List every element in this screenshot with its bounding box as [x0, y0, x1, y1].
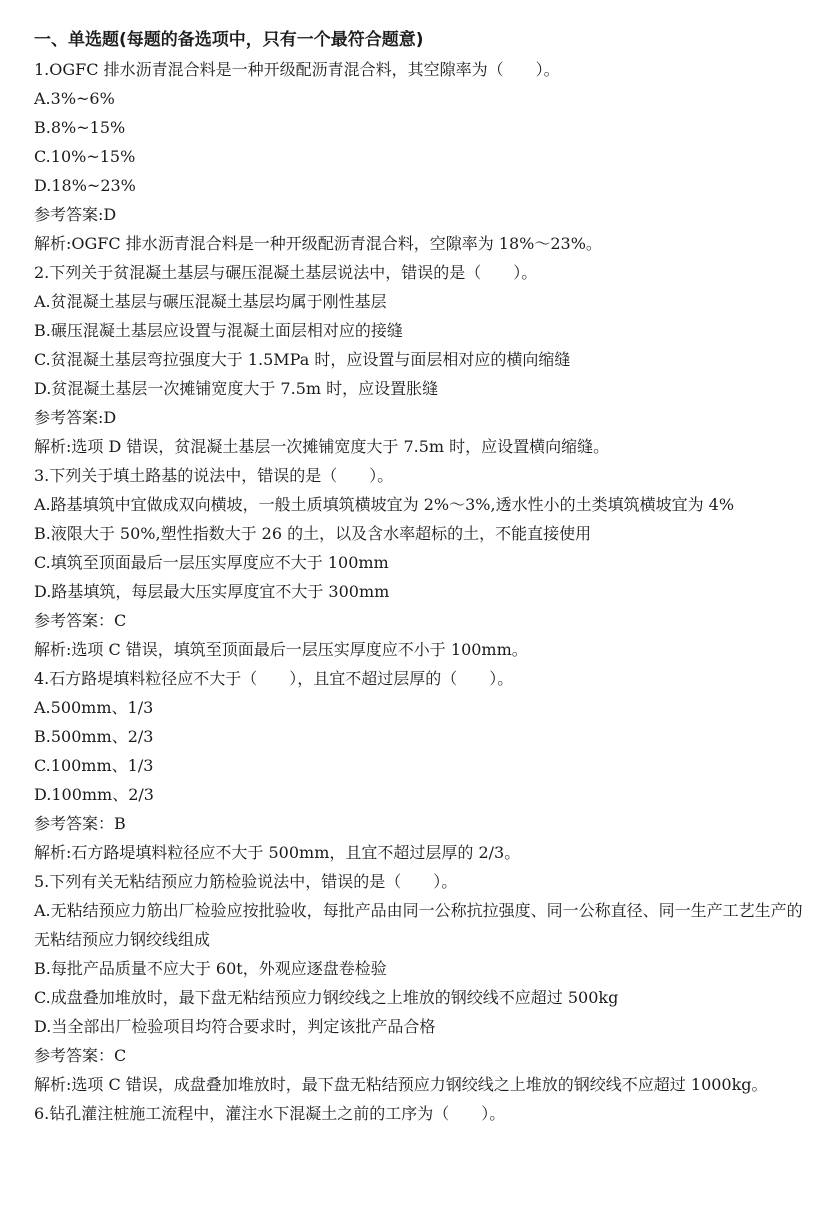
option-d: D.当全部出厂检验项目均符合要求时，判定该批产品合格 — [34, 1017, 436, 1036]
option-b: B.500mm、2/3 — [34, 727, 154, 746]
analysis: 解析:选项 D 错误，贫混凝土基层一次摊铺宽度大于 7.5m 时，应设置横向缩缝。 — [34, 437, 610, 456]
question-stem: 3.下列关于填土路基的说法中，错误的是（ ）。 — [34, 466, 394, 485]
option-a: A.路基填筑中宜做成双向横坡，一般土质填筑横坡宜为 2%～3%,透水性小的土类填筑横坡宜为 4% — [34, 495, 735, 514]
option-c: C.贫混凝土基层弯拉强度大于 1.5MPa 时，应设置与面层相对应的横向缩缝 — [34, 350, 571, 369]
option-c: C.填筑至顶面最后一层压实厚度应不大于 100mm — [34, 553, 389, 572]
option-b: B.碾压混凝土基层应设置与混凝土面层相对应的接缝 — [34, 321, 403, 340]
question-stem: 2.下列关于贫混凝土基层与碾压混凝土基层说法中，错误的是（ ）。 — [34, 263, 538, 282]
option-a: A.3%~6% — [34, 89, 115, 108]
question-stem: 1.OGFC 排水沥青混合料是一种开级配沥青混合料，其空隙率为（ ）。 — [34, 60, 560, 79]
option-d: D.100mm、2/3 — [34, 785, 154, 804]
option-a: A.贫混凝土基层与碾压混凝土基层均属于刚性基层 — [34, 292, 387, 311]
analysis: 解析:选项 C 错误，填筑至顶面最后一层压实厚度应不小于 100mm。 — [34, 640, 528, 659]
analysis: 解析:石方路堤填料粒径应不大于 500mm，且宜不超过层厚的 2/3。 — [34, 843, 521, 862]
answer: 参考答案：C — [34, 611, 127, 630]
question-4 — [34, 664, 814, 867]
option-a: A.500mm、1/3 — [34, 698, 154, 717]
question-3 — [34, 461, 814, 664]
option-c: C.成盘叠加堆放时，最下盘无粘结预应力钢绞线之上堆放的钢绞线不应超过 500kg — [34, 988, 619, 1007]
option-b: B.每批产品质量不应大于 60t，外观应逐盘卷检验 — [34, 959, 387, 978]
question-2 — [34, 258, 814, 461]
option-b: B.液限大于 50%,塑性指数大于 26 的土，以及含水率超标的土，不能直接使用 — [34, 524, 592, 543]
answer: 参考答案：B — [34, 814, 126, 833]
answer: 参考答案:D — [34, 205, 117, 224]
option-d: D.18%~23% — [34, 176, 136, 195]
question-stem: 5.下列有关无粘结预应力筋检验说法中，错误的是（ ）。 — [34, 872, 458, 891]
answer: 参考答案：C — [34, 1046, 127, 1065]
question-stem: 4.石方路堤填料粒径应不大于（ ），且宜不超过层厚的（ ）。 — [34, 669, 514, 688]
option-b: B.8%~15% — [34, 118, 126, 137]
option-d: D.贫混凝土基层一次摊铺宽度大于 7.5m 时，应设置胀缝 — [34, 379, 439, 398]
answer: 参考答案:D — [34, 408, 117, 427]
question-6 — [34, 1099, 814, 1128]
analysis: 解析:选项 C 错误，成盘叠加堆放时，最下盘无粘结预应力钢绞线之上堆放的钢绞线不应超过 1000kg。 — [34, 1075, 768, 1094]
question-5 — [34, 867, 814, 1099]
exam-document — [34, 26, 814, 1128]
section-title: 一、单选题(每题的备选项中，只有一个最符合题意) — [34, 30, 424, 50]
question-stem: 6.钻孔灌注桩施工流程中，灌注水下混凝土之前的工序为（ ）。 — [34, 1104, 506, 1123]
option-c: C.100mm、1/3 — [34, 756, 154, 775]
analysis: 解析:OGFC 排水沥青混合料是一种开级配沥青混合料，空隙率为 18%～23%。 — [34, 234, 602, 253]
option-a: A.无粘结预应力筋出厂检验应按批验收，每批产品由同一公称抗拉强度、同一公称直径、同一生产工艺生产的无粘结预应力钢绞线组成 — [34, 901, 803, 949]
question-1 — [34, 55, 814, 258]
option-c: C.10%~15% — [34, 147, 136, 166]
option-d: D.路基填筑，每层最大压实厚度宜不大于 300mm — [34, 582, 390, 601]
